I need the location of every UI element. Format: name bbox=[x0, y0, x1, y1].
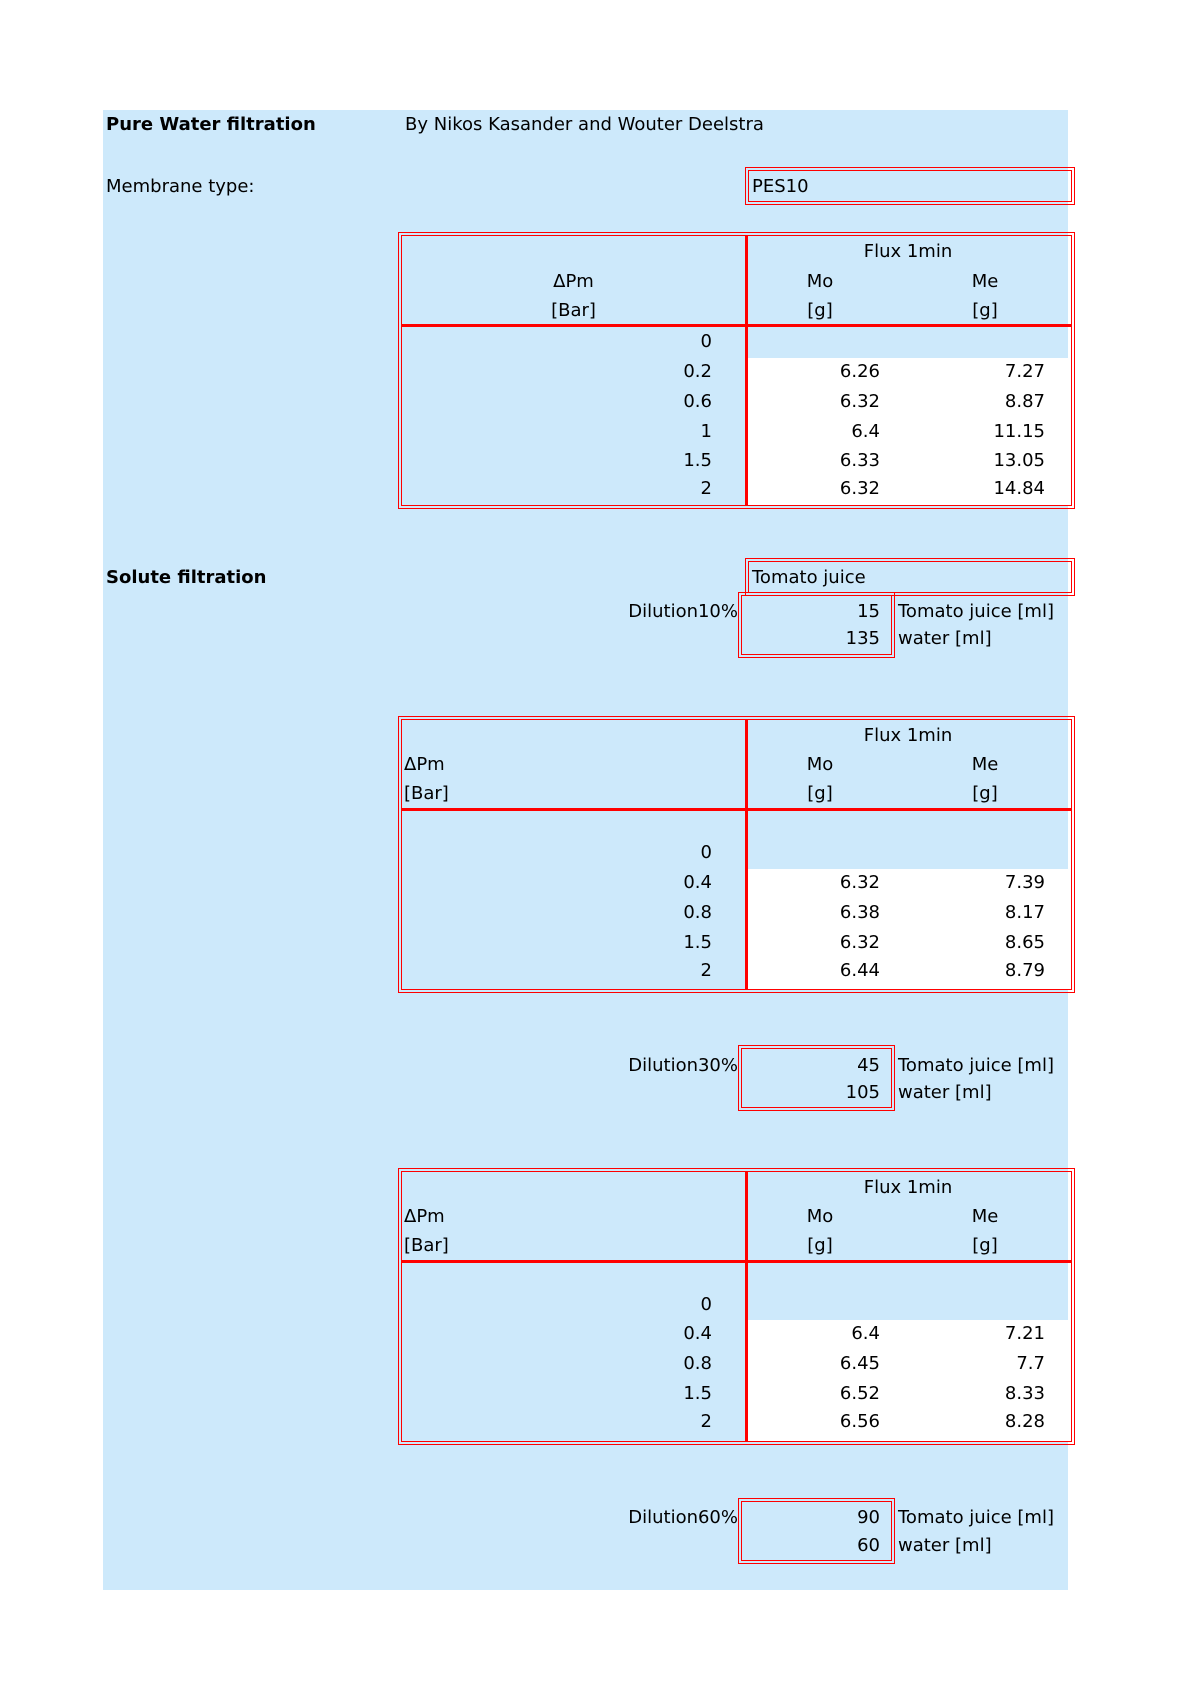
dp-value: 0.2 bbox=[683, 361, 712, 382]
me-value: 11.15 bbox=[993, 421, 1045, 442]
mo-value: 6.38 bbox=[839, 902, 880, 923]
dp-value: 2 bbox=[700, 1411, 712, 1432]
mo-value: 6.32 bbox=[839, 391, 880, 412]
mo-value: 6.4 bbox=[851, 1323, 880, 1344]
dp-value: 2 bbox=[700, 960, 712, 981]
dp-value: 1 bbox=[700, 421, 712, 442]
dilution-10-water-label: water [ml] bbox=[898, 628, 992, 649]
dp-unit: [Bar] bbox=[404, 783, 449, 804]
dilution-10-juice: 15 bbox=[857, 601, 880, 622]
me-value: 8.28 bbox=[1004, 1411, 1045, 1432]
flux-header: Flux 1min bbox=[863, 1177, 953, 1198]
solute-title: Solute filtration bbox=[106, 567, 267, 588]
dilution-60-water: 60 bbox=[857, 1535, 880, 1556]
dp-value: 0 bbox=[700, 331, 712, 352]
membrane-label: Membrane type: bbox=[106, 176, 255, 197]
mo-value: 6.32 bbox=[839, 872, 880, 893]
me-unit: [g] bbox=[972, 1235, 998, 1256]
me-value: 8.17 bbox=[1004, 902, 1045, 923]
mo-value: 6.45 bbox=[839, 1353, 880, 1374]
mo-value: 6.26 bbox=[839, 361, 880, 382]
dp-header: ΔPm bbox=[404, 754, 445, 775]
mo-value: 6.33 bbox=[839, 450, 880, 471]
me-value: 13.05 bbox=[993, 450, 1045, 471]
me-value: 7.39 bbox=[1004, 872, 1045, 893]
dilution-10-juice-label: Tomato juice [ml] bbox=[898, 601, 1054, 622]
dp-unit: [Bar] bbox=[551, 300, 596, 321]
dp-value: 0.8 bbox=[683, 902, 712, 923]
authors: By Nikos Kasander and Wouter Deelstra bbox=[405, 114, 764, 135]
dp-value: 0 bbox=[700, 1294, 712, 1315]
dilution-60-label: Dilution60% bbox=[628, 1507, 738, 1528]
dp-value: 1.5 bbox=[683, 1383, 712, 1404]
me-value: 8.87 bbox=[1004, 391, 1045, 412]
dp-value: 1.5 bbox=[683, 932, 712, 953]
mo-value: 6.52 bbox=[839, 1383, 880, 1404]
dp-value: 0.8 bbox=[683, 1353, 712, 1374]
dp-value: 1.5 bbox=[683, 450, 712, 471]
dp-value: 0.6 bbox=[683, 391, 712, 412]
dilution-60-juice-label: Tomato juice [ml] bbox=[898, 1507, 1054, 1528]
me-value: 8.65 bbox=[1004, 932, 1045, 953]
me-unit: [g] bbox=[972, 783, 998, 804]
me-value: 7.27 bbox=[1004, 361, 1045, 382]
dp-unit: [Bar] bbox=[404, 1235, 449, 1256]
me-header: Me bbox=[971, 1206, 999, 1227]
dp-header: ΔPm bbox=[553, 271, 594, 292]
mo-header: Mo bbox=[806, 1206, 834, 1227]
dilution-30-water-label: water [ml] bbox=[898, 1082, 992, 1103]
page-title: Pure Water filtration bbox=[106, 114, 316, 135]
me-value: 14.84 bbox=[993, 478, 1045, 499]
dp-value: 0.4 bbox=[683, 1323, 712, 1344]
dp-value: 2 bbox=[700, 478, 712, 499]
solute-name: Tomato juice bbox=[752, 567, 866, 588]
me-value: 8.33 bbox=[1004, 1383, 1045, 1404]
dp-value: 0.4 bbox=[683, 872, 712, 893]
dilution-30-juice: 45 bbox=[857, 1055, 880, 1076]
dilution-60-water-label: water [ml] bbox=[898, 1535, 992, 1556]
me-value: 8.79 bbox=[1004, 960, 1045, 981]
dilution-10-water: 135 bbox=[845, 628, 880, 649]
dilution-30-juice-label: Tomato juice [ml] bbox=[898, 1055, 1054, 1076]
me-unit: [g] bbox=[972, 300, 998, 321]
mo-header: Mo bbox=[806, 271, 834, 292]
me-header: Me bbox=[971, 754, 999, 775]
me-header: Me bbox=[971, 271, 999, 292]
me-value: 7.7 bbox=[1016, 1353, 1045, 1374]
mo-unit: [g] bbox=[807, 783, 833, 804]
dilution-30-label: Dilution30% bbox=[628, 1055, 738, 1076]
dilution-60-juice: 90 bbox=[857, 1507, 880, 1528]
dp-header: ΔPm bbox=[404, 1206, 445, 1227]
mo-value: 6.56 bbox=[839, 1411, 880, 1432]
mo-value: 6.4 bbox=[851, 421, 880, 442]
mo-value: 6.32 bbox=[839, 932, 880, 953]
mo-header: Mo bbox=[806, 754, 834, 775]
membrane-value: PES10 bbox=[752, 176, 809, 197]
dilution-30-water: 105 bbox=[845, 1082, 880, 1103]
mo-unit: [g] bbox=[807, 1235, 833, 1256]
dp-value: 0 bbox=[700, 842, 712, 863]
flux-header: Flux 1min bbox=[863, 725, 953, 746]
mo-value: 6.44 bbox=[839, 960, 880, 981]
dilution-10-label: Dilution10% bbox=[628, 601, 738, 622]
mo-unit: [g] bbox=[807, 300, 833, 321]
flux-header: Flux 1min bbox=[863, 241, 953, 262]
mo-value: 6.32 bbox=[839, 478, 880, 499]
me-value: 7.21 bbox=[1004, 1323, 1045, 1344]
